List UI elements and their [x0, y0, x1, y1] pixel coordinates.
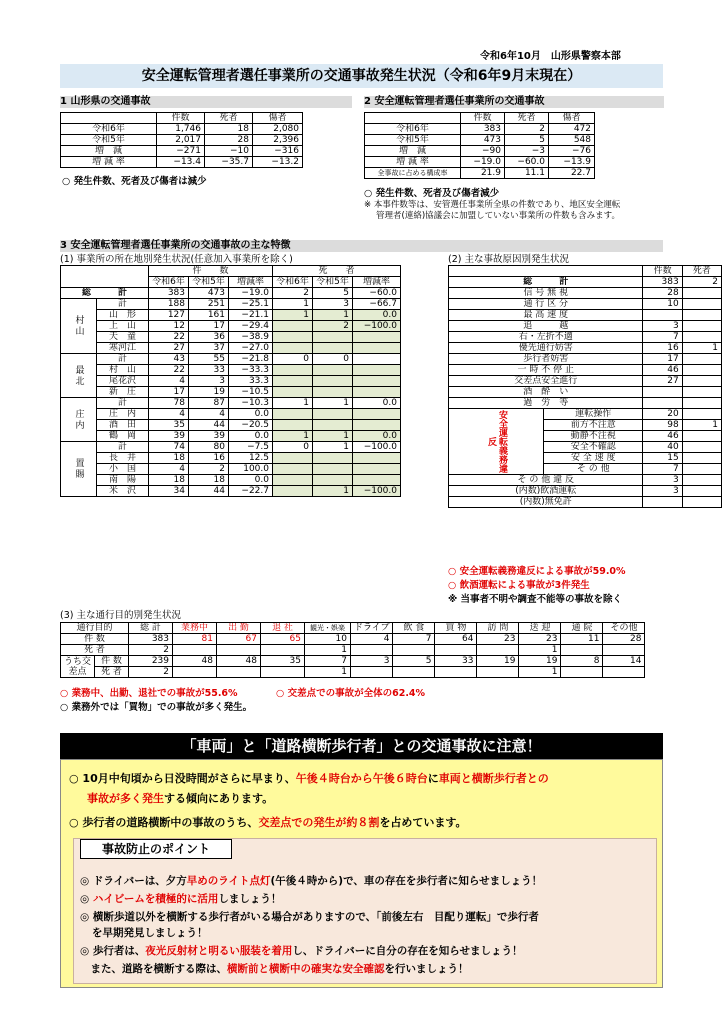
sec1-col: 死者: [205, 113, 253, 124]
table-row: 酒 酔 い: [449, 387, 722, 398]
purpose-col: 送 迎: [519, 623, 561, 634]
sec1-heading: 1 山形県の交通事故: [60, 96, 352, 108]
table-row: 死 者 2 1 1: [61, 645, 645, 656]
prevention-point: ◎ 横断歩道以外を横断する歩行者がいる場合がありますので、「前後左右 目配り運転」で歩行者: [80, 911, 539, 923]
table-row: 信 号 無 視 28: [449, 288, 722, 299]
violation-group-label: 安全運転義務違反: [449, 409, 544, 475]
table-row: 優先通行妨害 16 1: [449, 343, 722, 354]
table-row: 置賜 計 74 80 −7.5 0 1 −100.0: [61, 442, 401, 453]
region-table: 件 数 死 者 令和6年 令和5年 増減率 令和6年 令和5年 増減率 総 計 383 473 −19.0 2 5 −60.0 村山 計 188 251 −25.1 1 3 −66.7 山 形 127 161 −21.1 1 1 0.0 上 山 12 17 −29.4 2 −100.0 天 童 22 36 −38.9 寒河江 27 37 −27.0 最北 計 43 55 −21.8 0 0 村 山 22 33 −33.3 尾花沢 4 3 33.3 新 庄 17 19 −10.5 庄内 計 78 87 −10.3 1 1 0.0 庄 内 4 4 0.0 酒 田 35 44 −20.5 鶴 岡 39 39 0.0 1 1 0.0 置賜 計 74 80 −7.5 0 1 −100.0 長 井 18 16 12.5 小 国 4 2 100.0 南 陽 18 18 0.0 米 沢 34 44 −22.7 1 −100.0: [60, 265, 401, 497]
table-row: 件 数 383 81 67 65 10 4 7 64 23 23 11 28: [61, 634, 645, 645]
purpose-col: 出 勤: [217, 623, 261, 634]
prevention-point: ◎ ハイビームを積極的に活用しましょう！: [80, 893, 282, 905]
prevention-title: 事故防止のポイント: [80, 839, 232, 859]
table-row: 増 減 −271 −10 −316: [61, 146, 303, 157]
prevention-point-cont: を早期発見しましょう！: [92, 927, 208, 939]
table-row: そ の 他 7: [449, 464, 722, 475]
table-row: (内数)無免許: [449, 497, 722, 508]
cause-table: 件数 死者 総 計 383 2 信 号 無 視 28 通 行 区 分 10 最 高 速 度 追 越 3 右・左折不適 7 優先通行妨害 16 1 歩行者妨害 17 一 時 不 停 止 46 交差点安全進行 27 酒 酔 い 過 労 等 安全運転義務違反 運転操作 20 前方不注意 98 1 動静不注視 46 安全不確認 40 安 全 速 度 15 そ の 他 7 そ の 他 違 反 3 (内数)飲酒運転 3 (内数)無免許: [448, 265, 722, 508]
header-meta: [480, 47, 621, 62]
group-deaths: 死 者: [273, 266, 401, 277]
sub2-note: ○ 飲酒運転による事故が3件発生: [448, 580, 590, 591]
table-row: 令和6年 383 2 472: [365, 124, 595, 135]
group-cases: 件 数: [149, 266, 273, 277]
sec2-table: 件数 死者 傷者 令和6年 383 2 472 令和5年 473 5 548 増 減 −90 −3 −76 増 減 率 −19.0 −60.0 −13.9 全事故に占める構成率 21.9 11.1 22.7: [364, 112, 595, 179]
table-row: 増 減 −90 −3 −76: [365, 146, 595, 157]
table-row: 鶴 岡 39 39 0.0 1 1 0.0: [61, 431, 401, 442]
table-row: 南 陽 18 18 0.0: [61, 475, 401, 486]
region-label: 置賜: [61, 442, 97, 497]
purpose-col: 総 計: [129, 623, 173, 634]
sub3-heading: (3) 主な通行目的別発生状況: [60, 610, 181, 621]
sub3-note: ○ 業務外では「買物」での事故が多く発生。: [60, 702, 253, 713]
table-row: 増 減 率 −13.4 −35.7 −13.2: [61, 157, 303, 168]
sec2-note: ○ 発生件数、死者及び傷者減少: [364, 188, 500, 199]
table-row: 一 時 不 停 止 46: [449, 365, 722, 376]
table-row: 前方不注意 98 1: [449, 420, 722, 431]
table-row: 通 行 区 分 10: [449, 299, 722, 310]
table-row: 新 庄 17 19 −10.5: [61, 387, 401, 398]
sec1-col: 件数: [157, 113, 205, 124]
table-row: 増 減 率 −19.0 −60.0 −13.9: [365, 157, 595, 168]
sub3-note: ○ 業務中、出勤、退社での事故が55.6%: [60, 688, 238, 699]
purpose-col: 通 院: [561, 623, 603, 634]
table-row: 尾花沢 4 3 33.3: [61, 376, 401, 387]
table-row: 全事故に占める構成率 21.9 11.1 22.7: [365, 168, 595, 179]
table-row: 交差点安全進行 27: [449, 376, 722, 387]
table-row: 上 山 12 17 −29.4 2 −100.0: [61, 321, 401, 332]
table-row: 米 沢 34 44 −22.7 1 −100.0: [61, 486, 401, 497]
table-row: 令和5年 2,017 28 2,396: [61, 135, 303, 146]
table-row: 村 山 22 33 −33.3: [61, 365, 401, 376]
prevention-point-cont: また、道路を横断する際は、横断前と横断中の確実な安全確認を行いましょう！: [80, 963, 469, 975]
advice-para-1: ○ 10月中旬頃から日没時間がさらに早まり、午後４時台から午後６時台に車両と横断歩行者との: [69, 772, 549, 785]
purpose-col: 飲 食: [393, 623, 435, 634]
table-row: 令和6年 1,746 18 2,080: [61, 124, 303, 135]
sub3-note: ○ 交差点での事故が全体の62.4%: [276, 688, 426, 699]
purpose-table: [60, 622, 645, 678]
table-row: 死 者 2 1 1: [61, 667, 645, 678]
prevention-panel: [73, 838, 657, 984]
purpose-col: 買 物: [435, 623, 477, 634]
table-row: 動静不注視 46: [449, 431, 722, 442]
table-row: 庄内 計 78 87 −10.3 1 1 0.0: [61, 398, 401, 409]
region-label: 庄内: [61, 398, 97, 442]
table-row: 酒 田 35 44 −20.5: [61, 420, 401, 431]
table-row: 最 高 速 度: [449, 310, 722, 321]
warning-banner: 「車両」と「道路横断歩行者」との交通事故に注意！: [60, 733, 663, 759]
table-row: うち交差点 件 数 239 48 48 35 7 3 5 33 19 19 8 14: [61, 656, 645, 667]
sub2-footnote: ※ 当事者不明や調査不能等の事故を除く: [448, 594, 623, 605]
table-row: 最北 計 43 55 −21.8 0 0: [61, 354, 401, 365]
page-title: 安全運転管理者選任事業所の交通事故発生状況（令和6年9月末現在）: [60, 64, 663, 88]
purpose-col: 訪 問: [477, 623, 519, 634]
table-row: 安全運転義務違反 運転操作 20: [449, 409, 722, 420]
table-row: 総 計 383 473 −19.0 2 5 −60.0: [61, 288, 401, 299]
sec2-footnote: ※ 本事件数等は、安管選任事業所全県の件数であり、地区安全運転: [364, 200, 621, 210]
sub1-heading: (1) 事業所の所在地別発生状況(任意加入事業所を除く): [60, 254, 293, 265]
region-label: 村山: [61, 299, 97, 354]
purpose-col: 退 社: [261, 623, 305, 634]
table-row: 長 井 18 16 12.5: [61, 453, 401, 464]
purpose-col: 業務中: [173, 623, 217, 634]
header-org: 山形県警察本部: [550, 51, 621, 62]
purpose-col: 観光・娯楽: [305, 623, 351, 634]
advice-box: [60, 759, 663, 988]
table-row: (内数)飲酒運転 3: [449, 486, 722, 497]
header-date: 令和6年10月: [480, 51, 541, 62]
sec1-table: [60, 112, 303, 168]
sec1-col: 傷者: [253, 113, 303, 124]
table-row: 村山 計 188 251 −25.1 1 3 −66.7: [61, 299, 401, 310]
sec2-heading: 2 安全運転管理者選任事業所の交通事故: [364, 96, 664, 108]
table-row: 右・左折不適 7: [449, 332, 722, 343]
table-row: 安 全 速 度 15: [449, 453, 722, 464]
sec3-heading: 3 安全運転管理者選任事業所の交通事故の主な特徴: [60, 240, 663, 252]
table-row: 令和5年 473 5 548: [365, 135, 595, 146]
table-row: 歩行者妨害 17: [449, 354, 722, 365]
prevention-point: ◎ ドライバーは、夕方早めのライト点灯(午後４時から)で、車の存在を歩行者に知らせましょう！: [80, 875, 543, 887]
advice-para-1-cont: 事故が多く発生する傾向にあります。: [87, 792, 274, 805]
purpose-col: その他: [603, 623, 645, 634]
sec1-note: ○ 発生件数、死者及び傷者は減少: [62, 176, 207, 187]
intersection-group-label: うち交差点: [61, 656, 95, 678]
prevention-point: ◎ 歩行者は、夜光反射材と明るい服装を着用し、ドライバーに自分の存在を知らせましょう！: [80, 945, 523, 957]
purpose-label: 通行目的: [61, 623, 129, 634]
table-row: 総 計 383 2: [449, 277, 722, 288]
sub2-heading: (2) 主な事故原因別発生状況: [448, 254, 569, 265]
purpose-col: ドライブ: [351, 623, 393, 634]
table-row: 寒河江 27 37 −27.0: [61, 343, 401, 354]
table-row: 安全不確認 40: [449, 442, 722, 453]
table-row: 小 国 4 2 100.0: [61, 464, 401, 475]
advice-para-2: ○ 歩行者の道路横断中の事故のうち、交差点での発生が約８割を占めています。: [69, 816, 467, 829]
table-row: 山 形 127 161 −21.1 1 1 0.0: [61, 310, 401, 321]
region-label: 最北: [61, 354, 97, 398]
sub2-note: ○ 安全運転義務違反による事故が59.0%: [448, 566, 626, 577]
table-row: そ の 他 違 反 3: [449, 475, 722, 486]
table-row: 追 越 3: [449, 321, 722, 332]
sec2-footnote: 管理者(連絡)協議会に加盟していない事業所の件数も含みます。: [376, 211, 620, 221]
table-row: 庄 内 4 4 0.0: [61, 409, 401, 420]
table-row: 天 童 22 36 −38.9: [61, 332, 401, 343]
table-row: 過 労 等: [449, 398, 722, 409]
